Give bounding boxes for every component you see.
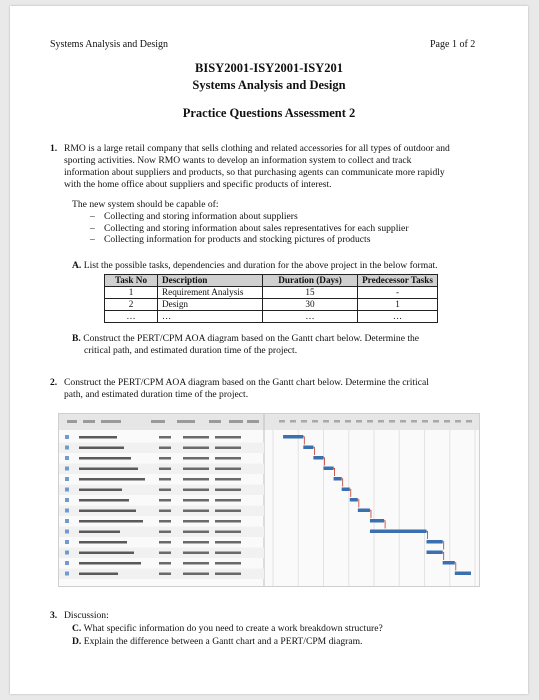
gantt-task-duration [159,489,171,492]
gantt-bar [324,467,334,471]
gantt-task-duration [159,457,171,460]
gantt-timescale-tick [345,420,351,423]
part-d-label: D. [72,636,82,647]
gantt-header-label [247,420,259,423]
table-row [105,311,438,323]
gantt-task-name [79,531,120,534]
gantt-dependency-arrow [427,531,428,539]
gantt-task-name [79,478,145,481]
gantt-task-start [183,499,209,502]
document-page [10,6,528,694]
table-cell: 15 [263,287,358,299]
gantt-task-mode-icon [65,488,69,492]
gantt-task-finish [215,541,241,544]
gantt-header-label [101,420,121,423]
gantt-task-finish [215,436,241,439]
gantt-dependency-arrow [443,542,444,550]
gantt-header-label [83,420,95,423]
table-cell: 30 [263,299,358,311]
gantt-header-label [67,420,77,423]
gantt-header-label [229,420,243,423]
table-cell: … [358,311,438,323]
q3-part-c [72,623,383,635]
gantt-dependency-arrow [370,510,371,518]
gantt-task-duration [159,499,171,502]
gantt-bar [283,435,303,439]
gantt-task-mode-icon [65,519,69,523]
gantt-timescale-tick [378,420,384,423]
gantt-task-start [183,573,209,576]
gantt-dependency-arrow [334,468,335,476]
list-item: – Collecting and storing information about sales representatives for each supplier [90,223,409,235]
gantt-task-start [183,478,209,481]
gantt-dependency-arrow [443,552,444,560]
gantt-task-duration [159,520,171,523]
task-table [104,274,438,323]
gantt-timescale-tick [356,420,362,423]
q2-number: 2. [50,377,58,388]
q1-part-a [72,260,438,272]
part-b-label: B. [72,333,81,344]
gantt-task-name [79,447,124,450]
gantt-task-finish [215,510,241,513]
gantt-task-duration [159,573,171,576]
table-cell: … [263,311,358,323]
gantt-timescale-tick [367,420,373,423]
gantt-task-finish [215,499,241,502]
gantt-dependency-arrow [350,489,351,497]
gantt-task-name [79,520,143,523]
gantt-timescale-tick [411,420,417,423]
gantt-bar [358,509,370,513]
gantt-task-duration [159,436,171,439]
gantt-task-finish [215,531,241,534]
table-cell: Requirement Analysis [158,287,263,299]
gantt-task-name [79,573,118,576]
gantt-bar [313,456,323,460]
gantt-task-mode-icon [65,551,69,555]
gantt-task-finish [215,552,241,555]
gantt-bar [342,488,350,492]
gantt-dependency-arrow [358,500,359,508]
gantt-chart-svg [59,414,479,586]
part-a-text: List the possible tasks, dependencies and duration for the above project in the below format. [83,260,438,271]
gantt-task-mode-icon [65,467,69,471]
gantt-task-start [183,510,209,513]
part-c-label: C. [72,623,82,634]
part-b-line: critical path, and estimated duration time of the project. [84,345,298,356]
q3-number: 3. [50,610,58,621]
gantt-task-finish [215,457,241,460]
gantt-task-mode-icon [65,530,69,534]
gantt-chart-image [58,413,480,587]
gantt-dependency-arrow [303,437,304,445]
gantt-task-start [183,552,209,555]
gantt-timescale-tick [312,420,318,423]
table-cell: - [358,287,438,299]
assessment-title: Practice Questions Assessment 2 [182,106,356,120]
part-c-text: What specific information do you need to create a work breakdown structure? [83,623,383,634]
table-cell: … [105,311,158,323]
gantt-task-start [183,531,209,534]
gantt-bar [427,551,443,555]
part-d-text: Explain the difference between a Gantt chart and a PERT/CPM diagram. [83,636,363,647]
gantt-timescale-tick [301,420,307,423]
gantt-task-finish [215,468,241,471]
gantt-task-duration [159,531,171,534]
gantt-task-mode-icon [65,572,69,576]
col-duration: Duration (Days) [263,275,358,287]
gantt-task-name [79,436,117,439]
gantt-task-finish [215,562,241,565]
q1-line: RMO is a large retail company that sells clothing and related accessories for all types of outdoor and [64,143,450,154]
list-item: – Collecting and storing information about suppliers [90,211,409,223]
col-task-no: Task No [105,275,158,287]
gantt-timescale-tick [466,420,472,423]
gantt-bar [303,446,313,450]
gantt-task-duration [159,468,171,471]
col-description: Description [158,275,263,287]
gantt-task-name [79,468,138,471]
gantt-task-mode-icon [65,477,69,481]
gantt-task-duration [159,510,171,513]
table-cell: 1 [105,287,158,299]
q3-part-d [72,636,362,648]
gantt-bar [334,477,342,481]
q1-line: information about suppliers and products, so that purchasing agents can communicate more rapidly [64,167,445,178]
gantt-task-finish [215,478,241,481]
gantt-task-start [183,489,209,492]
q1-line: with the home office about suppliers and specific products of interest. [64,179,332,190]
part-a-label: A. [72,260,82,271]
gantt-task-start [183,447,209,450]
gantt-timescale-tick [389,420,395,423]
gantt-task-mode-icon [65,446,69,450]
gantt-timescale-tick [323,420,329,423]
gantt-dependency-arrow [384,521,385,529]
q2-text [64,377,504,401]
table-cell: 2 [105,299,158,311]
gantt-task-duration [159,541,171,544]
gantt-timescale-tick [400,420,406,423]
gantt-task-finish [215,447,241,450]
gantt-task-start [183,436,209,439]
q1-part-b [72,333,419,357]
subject-title: Systems Analysis and Design [192,78,346,92]
q2-line: path, and estimated duration time of the project. [64,389,249,400]
gantt-header-label [177,420,195,423]
gantt-task-finish [215,489,241,492]
gantt-dependency-arrow [313,447,314,455]
gantt-task-start [183,541,209,544]
gantt-task-start [183,468,209,471]
table-row [105,299,438,311]
gantt-task-start [183,457,209,460]
q1-paragraph [64,143,504,191]
gantt-task-name [79,552,134,555]
gantt-task-mode-icon [65,509,69,513]
gantt-task-mode-icon [65,435,69,439]
gantt-task-duration [159,478,171,481]
gantt-task-duration [159,447,171,450]
col-predecessor: Predecessor Tasks [358,275,438,287]
gantt-task-duration [159,562,171,565]
q2-line: Construct the PERT/CPM AOA diagram based on the Gantt chart below. Determine the critical [64,377,429,388]
table-row [105,287,438,299]
gantt-dependency-arrow [455,563,456,571]
list-item: – Collecting information for products and stocking pictures of products [90,234,409,246]
table-cell: … [158,311,263,323]
gantt-task-name [79,457,131,460]
gantt-bar [370,519,384,523]
gantt-bar [427,540,443,544]
gantt-timescale-tick [444,420,450,423]
gantt-task-mode-icon [65,540,69,544]
gantt-bar [443,561,455,565]
gantt-task-mode-icon [65,498,69,502]
gantt-task-finish [215,573,241,576]
gantt-bar [455,572,471,576]
q1-number: 1. [50,143,58,154]
header-course-name: Systems Analysis and Design [50,39,169,50]
q1-capable-intro: The new system should be capable of: [72,199,219,210]
gantt-timescale-tick [279,420,285,423]
gantt-task-mode-icon [65,456,69,460]
gantt-timescale-tick [455,420,461,423]
gantt-timescale-tick [422,420,428,423]
table-cell: 1 [358,299,438,311]
gantt-task-start [183,562,209,565]
gantt-dependency-arrow [342,479,343,487]
gantt-task-name [79,499,129,502]
gantt-task-start [183,520,209,523]
gantt-task-name [79,489,122,492]
gantt-task-mode-icon [65,561,69,565]
course-code-title: BISY2001-ISY2001-ISY201 [195,61,343,75]
table-header-row [105,275,438,287]
q1-capability-list [90,211,409,246]
gantt-task-name [79,541,127,544]
gantt-header-label [151,420,165,423]
gantt-timescale-tick [334,420,340,423]
gantt-timescale-tick [290,420,296,423]
table-cell: Design [158,299,263,311]
q3-title: Discussion: [64,610,109,621]
gantt-task-name [79,510,136,513]
gantt-bar [370,530,427,534]
gantt-timescale-tick [433,420,439,423]
gantt-task-duration [159,552,171,555]
gantt-bar [350,498,358,502]
header-page-number: Page 1 of 2 [430,39,476,50]
gantt-header-label [209,420,221,423]
part-b-line: Construct the PERT/CPM AOA diagram based on the Gantt chart below. Determine the [83,333,420,344]
q1-line: sporting activities. Now RMO wants to develop an information system to collect and track [64,155,412,166]
gantt-task-name [79,562,141,565]
gantt-task-finish [215,520,241,523]
